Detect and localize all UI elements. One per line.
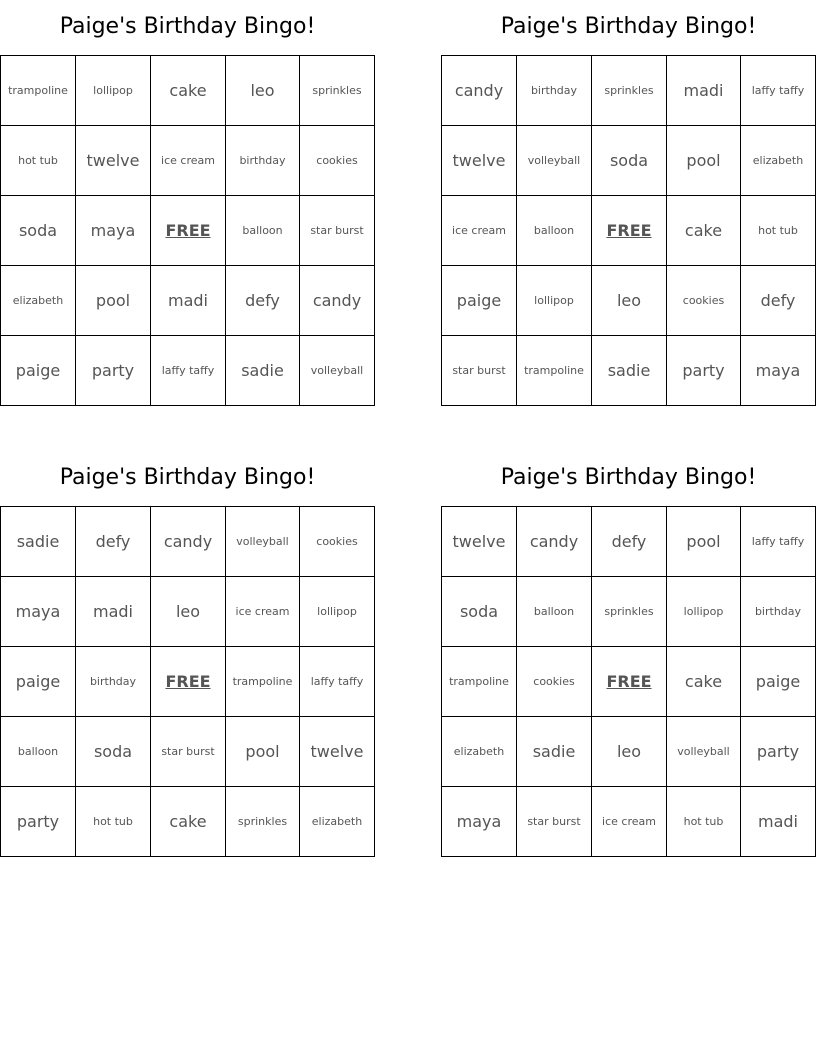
bingo-cell: star burst: [517, 787, 592, 857]
bingo-cell: leo: [592, 266, 667, 336]
bingo-cell: balloon: [517, 196, 592, 266]
card-title: Paige's Birthday Bingo!: [500, 465, 757, 490]
bingo-cell: madi: [76, 577, 151, 647]
bingo-cell: madi: [151, 266, 226, 336]
bingo-cell: balloon: [226, 196, 300, 266]
card-title: Paige's Birthday Bingo!: [59, 14, 316, 39]
bingo-cell: ice cream: [226, 577, 300, 647]
bingo-cell: pool: [667, 126, 741, 196]
bingo-cell: cookies: [300, 507, 375, 577]
bingo-cell: pool: [226, 717, 300, 787]
bingo-cell: maya: [76, 196, 151, 266]
bingo-cell: star burst: [442, 336, 517, 406]
bingo-cell: sadie: [226, 336, 300, 406]
bingo-cell: candy: [151, 507, 226, 577]
bingo-cell: volleyball: [300, 336, 375, 406]
card-title: Paige's Birthday Bingo!: [500, 14, 757, 39]
bingo-cell: pool: [76, 266, 151, 336]
bingo-cell: cake: [667, 647, 741, 717]
bingo-cell: elizabeth: [300, 787, 375, 857]
bingo-cell: paige: [1, 336, 76, 406]
bingo-cell: twelve: [300, 717, 375, 787]
free-space: FREE: [151, 196, 226, 266]
bingo-cell: defy: [76, 507, 151, 577]
bingo-cell: star burst: [151, 717, 226, 787]
bingo-cell: hot tub: [1, 126, 76, 196]
bingo-cell: soda: [592, 126, 667, 196]
free-space: FREE: [592, 196, 667, 266]
free-space: FREE: [592, 647, 667, 717]
bingo-cell: ice cream: [592, 787, 667, 857]
bingo-cell: trampoline: [442, 647, 517, 717]
bingo-cell: soda: [442, 577, 517, 647]
bingo-cell: volleyball: [226, 507, 300, 577]
bingo-cell: party: [1, 787, 76, 857]
bingo-cell: hot tub: [667, 787, 741, 857]
bingo-cell: lollipop: [517, 266, 592, 336]
bingo-cell: laffy taffy: [741, 56, 816, 126]
bingo-cell: defy: [226, 266, 300, 336]
bingo-cell: paige: [741, 647, 816, 717]
bingo-cell: laffy taffy: [741, 507, 816, 577]
bingo-cell: trampoline: [226, 647, 300, 717]
bingo-cell: birthday: [76, 647, 151, 717]
bingo-cell: elizabeth: [741, 126, 816, 196]
bingo-cell: cake: [667, 196, 741, 266]
bingo-cell: cake: [151, 56, 226, 126]
bingo-cell: trampoline: [1, 56, 76, 126]
free-space: FREE: [151, 647, 226, 717]
bingo-cell: lollipop: [76, 56, 151, 126]
bingo-cell: soda: [76, 717, 151, 787]
bingo-cell: ice cream: [151, 126, 226, 196]
bingo-cell: ice cream: [442, 196, 517, 266]
bingo-cell: pool: [667, 507, 741, 577]
bingo-cell: sadie: [517, 717, 592, 787]
bingo-cell: sadie: [1, 507, 76, 577]
bingo-cell: maya: [741, 336, 816, 406]
bingo-grid: [441, 55, 816, 406]
bingo-cell: trampoline: [517, 336, 592, 406]
bingo-cell: maya: [442, 787, 517, 857]
bingo-cell: paige: [442, 266, 517, 336]
bingo-cell: paige: [1, 647, 76, 717]
bingo-cell: birthday: [741, 577, 816, 647]
bingo-cell: sadie: [592, 336, 667, 406]
bingo-cell: hot tub: [76, 787, 151, 857]
bingo-grid: [0, 506, 375, 857]
bingo-cell: laffy taffy: [151, 336, 226, 406]
bingo-cell: candy: [300, 266, 375, 336]
bingo-cell: defy: [592, 507, 667, 577]
bingo-cell: party: [76, 336, 151, 406]
bingo-cell: lollipop: [667, 577, 741, 647]
bingo-cell: twelve: [442, 126, 517, 196]
bingo-cell: madi: [667, 56, 741, 126]
bingo-cell: candy: [517, 507, 592, 577]
bingo-cell: leo: [151, 577, 226, 647]
bingo-cell: sprinkles: [300, 56, 375, 126]
bingo-cell: leo: [592, 717, 667, 787]
bingo-cell: volleyball: [667, 717, 741, 787]
bingo-cell: lollipop: [300, 577, 375, 647]
bingo-cell: elizabeth: [1, 266, 76, 336]
card-title: Paige's Birthday Bingo!: [59, 465, 316, 490]
bingo-cell: balloon: [1, 717, 76, 787]
bingo-cell: cookies: [300, 126, 375, 196]
bingo-cell: leo: [226, 56, 300, 126]
bingo-cell: cookies: [667, 266, 741, 336]
bingo-cell: party: [667, 336, 741, 406]
bingo-cell: party: [741, 717, 816, 787]
bingo-cell: sprinkles: [592, 577, 667, 647]
bingo-cell: defy: [741, 266, 816, 336]
bingo-cell: star burst: [300, 196, 375, 266]
bingo-cell: birthday: [226, 126, 300, 196]
bingo-cell: laffy taffy: [300, 647, 375, 717]
bingo-cell: birthday: [517, 56, 592, 126]
bingo-cell: sprinkles: [592, 56, 667, 126]
bingo-cell: hot tub: [741, 196, 816, 266]
bingo-cell: candy: [442, 56, 517, 126]
bingo-grid: [441, 506, 816, 857]
bingo-grid: [0, 55, 375, 406]
bingo-cell: soda: [1, 196, 76, 266]
bingo-cell: cake: [151, 787, 226, 857]
bingo-cell: twelve: [442, 507, 517, 577]
bingo-cell: sprinkles: [226, 787, 300, 857]
bingo-cell: balloon: [517, 577, 592, 647]
bingo-cell: madi: [741, 787, 816, 857]
bingo-cell: twelve: [76, 126, 151, 196]
bingo-cell: cookies: [517, 647, 592, 717]
bingo-cell: elizabeth: [442, 717, 517, 787]
bingo-cell: maya: [1, 577, 76, 647]
bingo-cell: volleyball: [517, 126, 592, 196]
